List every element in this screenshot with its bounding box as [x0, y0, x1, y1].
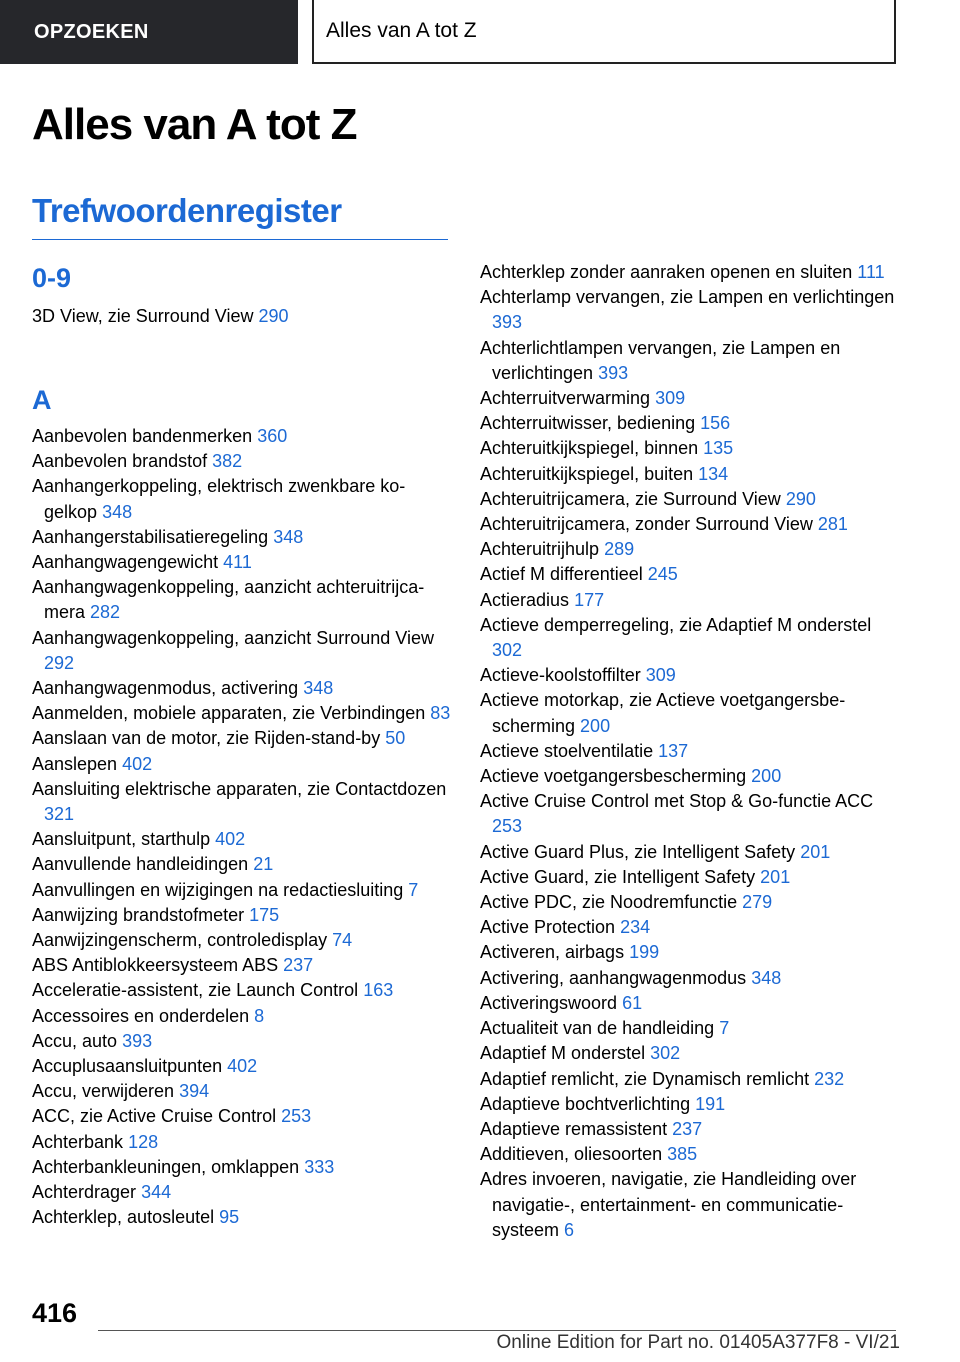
header-title: Alles van A tot Z	[312, 0, 896, 64]
index-page-link[interactable]: 61	[622, 992, 643, 1013]
index-entry-text: Achterklep, autosleutel	[32, 1207, 215, 1228]
index-page-link[interactable]: 281	[817, 514, 848, 535]
index-entry-text: Active Protection	[480, 917, 616, 938]
index-entry	[480, 890, 900, 915]
page-number: 416	[32, 1298, 78, 1328]
index-entry	[480, 739, 900, 764]
index-entry-text: Aansluitpunt, starthulp	[32, 829, 211, 850]
index-page-link[interactable]: 83	[430, 703, 451, 724]
index-entry-text: Aanvullingen en wijzigingen na redactiesluiting	[32, 879, 404, 900]
index-entry-text: Achterklep zonder aanraken openen en sluiten	[480, 262, 853, 282]
index-entry	[480, 789, 900, 839]
section-tab[interactable]: OPZOEKEN	[0, 0, 298, 64]
index-entry-text: 3D View, zie Surround View	[32, 306, 254, 326]
index-page-link[interactable]: 8	[254, 1005, 265, 1026]
index-entry-text: Achteruitrijcamera, zonder Surround View	[480, 514, 813, 535]
index-page-link[interactable]: 253	[492, 816, 523, 837]
index-entry	[480, 764, 900, 789]
index-entry	[32, 1155, 452, 1180]
index-entry	[32, 1205, 452, 1230]
index-entry-text: Active PDC, zie Noodremfunctie	[480, 892, 738, 913]
index-entry	[32, 953, 452, 978]
index-entry-text: Accu, auto	[32, 1030, 118, 1051]
index-entry	[32, 1004, 452, 1029]
index-entry-text: Acceleratie-assistent, zie Launch Control	[32, 980, 359, 1001]
index-entry-text: ABS Antiblokkeersysteem ABS	[32, 955, 279, 976]
index-entry	[32, 474, 452, 524]
index-entry	[32, 550, 452, 575]
index-entry-text: Aanbevolen bandenmerken	[32, 426, 253, 446]
index-page-link[interactable]: 344	[141, 1182, 172, 1203]
index-entry-text: Achteruitrijhulp	[480, 539, 600, 560]
index-entry-text: Adres invoeren, navigatie, zie Handleiding over navigatie-, entertainment- en communicatiesysteem	[480, 1169, 857, 1240]
index-entry	[32, 676, 452, 701]
index-page-link[interactable]: 321	[44, 804, 75, 825]
index-page-link[interactable]: 163	[363, 980, 394, 1001]
index-page-link[interactable]: 402	[215, 829, 246, 850]
index-entry	[480, 588, 900, 613]
index-page-link[interactable]: 199	[629, 942, 660, 963]
index-entry	[480, 562, 900, 587]
index-entry-text: Aanwijzing brandstofmeter	[32, 904, 245, 925]
index-entry	[480, 1041, 900, 1066]
index-entry-text: Actief M differentieel	[480, 564, 643, 585]
index-entry-text: Aanslepen	[32, 753, 118, 774]
index-entry	[32, 304, 452, 329]
index-entry-text: Adaptieve bochtverlichting	[480, 1093, 691, 1114]
index-entry-text: Actieve voetgangersbescherming	[480, 766, 747, 787]
index-page-link[interactable]: 402	[122, 753, 153, 774]
index-entry	[32, 878, 452, 903]
index-column-left	[32, 258, 452, 1231]
index-entry	[32, 928, 452, 953]
index-entry	[480, 537, 900, 562]
index-entry-text: Achterdrager	[32, 1182, 137, 1203]
index-page-link[interactable]: 21	[253, 854, 274, 875]
index-page-link[interactable]: 201	[800, 841, 831, 862]
index-entry	[480, 865, 900, 890]
index-entry-text: Aanvullende handleidingen	[32, 854, 249, 875]
index-entry-text: Aanwijzingenscherm, controledisplay	[32, 930, 328, 951]
index-page-link[interactable]: 279	[742, 892, 773, 913]
index-entry	[480, 1142, 900, 1167]
index-entry-text: Aansluiting elektrische apparaten, zie Contactdozen	[32, 778, 447, 799]
subtitle-divider	[32, 239, 448, 240]
index-page-link[interactable]: 95	[219, 1207, 240, 1228]
index-page-link[interactable]: 191	[695, 1093, 726, 1114]
index-entry	[32, 626, 452, 676]
index-entry-text: Aanhangerkoppeling, elektrisch zwenkbare kogelkop	[32, 476, 406, 522]
index-entry	[32, 525, 452, 550]
index-entry-text: Achterbank	[32, 1131, 124, 1152]
index-entry-text: Active Guard, zie Intelligent Safety	[480, 866, 756, 887]
index-entry-text: Achterlamp vervangen, zie Lampen en verlichtingen	[480, 287, 895, 308]
index-entry	[32, 852, 452, 877]
index-entry-text: Aanmelden, mobiele apparaten, zie Verbindingen	[32, 703, 426, 724]
index-page-link[interactable]: 135	[703, 438, 734, 459]
index-page-link[interactable]: 302	[492, 640, 523, 661]
page-subtitle: Trefwoordenregister	[32, 192, 342, 229]
index-entry	[32, 978, 452, 1003]
index-page-link[interactable]: 360	[257, 426, 288, 446]
index-entry-text: Active Guard Plus, zie Intelligent Safety	[480, 841, 796, 862]
index-page-link[interactable]: 282	[90, 602, 121, 623]
index-entry	[480, 1016, 900, 1041]
index-entry-text: Adaptief M onderstel	[480, 1043, 646, 1064]
index-entry-text: Actieve motorkap, zie Actieve voetgangersbescherming	[480, 690, 846, 736]
index-entry	[32, 1054, 452, 1079]
index-page-link[interactable]: 411	[223, 552, 252, 573]
index-entry-text: Actieve-koolstoffilter	[480, 665, 641, 686]
index-page-link[interactable]: 175	[249, 904, 280, 925]
index-page-link[interactable]: 7	[408, 879, 419, 900]
index-page-link[interactable]: 309	[645, 665, 676, 686]
index-page-link[interactable]: 393	[492, 312, 523, 333]
index-entry	[480, 285, 900, 335]
index-entry-text: Aanhangerstabilisatieregeling	[32, 526, 269, 547]
index-page-link[interactable]: 74	[332, 930, 353, 951]
index-entry	[32, 777, 452, 827]
index-entry-text: Aanbevolen brandstof	[32, 451, 208, 472]
section-heading: A	[32, 385, 52, 415]
index-page-link[interactable]: 393	[598, 362, 629, 383]
index-page-link[interactable]: 234	[620, 917, 651, 938]
index-page-link[interactable]: 232	[814, 1068, 845, 1089]
index-entry-text: Achterlichtlampen vervangen, zie Lampen en verlichtingen	[480, 337, 841, 383]
index-entry	[480, 512, 900, 537]
index-entry-text: Activeren, airbags	[480, 942, 625, 963]
index-entry-text: Additieven, oliesoorten	[480, 1144, 663, 1165]
index-entry	[32, 1130, 452, 1155]
index-page-link[interactable]: 394	[179, 1081, 210, 1102]
index-entry-text: Aanhangwagenkoppeling, aanzicht Surround View	[32, 627, 434, 648]
index-entry-text: Aanhangwagenmodus, activering	[32, 678, 299, 699]
index-entry	[32, 827, 452, 852]
index-entry	[480, 487, 900, 512]
index-entry-text: Accu, verwijderen	[32, 1081, 175, 1102]
index-page-link[interactable]: 385	[667, 1144, 698, 1165]
index-entry	[480, 663, 900, 688]
index-entry	[480, 336, 900, 386]
index-entry-text: Achteruitkijkspiegel, binnen	[480, 438, 699, 459]
index-entry	[480, 840, 900, 865]
index-entry-text: Actieve demperregeling, zie Adaptief M onderstel	[480, 614, 872, 635]
index-entry	[480, 991, 900, 1016]
index-page-link[interactable]: 302	[650, 1043, 681, 1064]
index-page-link[interactable]: 201	[760, 866, 791, 887]
index-page-link[interactable]: 111	[857, 262, 885, 282]
index-page-link[interactable]: 348	[751, 967, 782, 988]
index-entry-text: Actieradius	[480, 589, 570, 610]
index-entry	[480, 966, 900, 991]
index-entry-text: Adaptieve remassistent	[480, 1118, 668, 1139]
index-entry-text: Activeringswoord	[480, 992, 618, 1013]
index-page-link[interactable]: 348	[303, 678, 334, 699]
index-entry	[32, 903, 452, 928]
footer-divider	[98, 1330, 896, 1331]
index-page-link[interactable]: 137	[658, 740, 689, 761]
index-column-right	[480, 260, 900, 1243]
index-page-link[interactable]: 50	[385, 728, 406, 749]
index-entry-text: Achteruitrijcamera, zie Surround View	[480, 488, 781, 509]
index-entry-text: Active Cruise Control met Stop & Go-functie ACC	[480, 791, 874, 812]
index-entry-text: Accuplusaansluitpunten	[32, 1056, 223, 1077]
index-entry	[480, 386, 900, 411]
index-entry	[480, 462, 900, 487]
index-entry	[480, 1117, 900, 1142]
index-page-link[interactable]: 289	[604, 539, 635, 560]
index-entry-text: Accessoires en onderdelen	[32, 1005, 250, 1026]
index-entry	[32, 701, 452, 726]
index-entry	[480, 613, 900, 663]
index-page-link[interactable]: 128	[128, 1131, 159, 1152]
index-entry	[32, 752, 452, 777]
index-page-link[interactable]: 290	[258, 306, 289, 326]
index-entry-text: Achterbankleuningen, omklappen	[32, 1156, 300, 1177]
section-entries	[32, 304, 452, 364]
index-entry	[32, 449, 452, 474]
index-entry	[480, 940, 900, 965]
index-entry	[480, 1167, 900, 1243]
index-page-link[interactable]: 290	[785, 488, 816, 509]
index-entry-text: Achterruitwisser, bediening	[480, 413, 696, 434]
index-entry-text: Activering, aanhangwagenmodus	[480, 967, 747, 988]
index-entry	[32, 424, 452, 449]
index-page-link[interactable]: 348	[273, 526, 304, 547]
index-entry-text: Actieve stoelventilatie	[480, 740, 654, 761]
index-entry	[480, 260, 900, 285]
index-entry-text: Achteruitkijkspiegel, buiten	[480, 463, 694, 484]
index-page-link[interactable]: 200	[751, 766, 782, 787]
index-entry	[480, 1092, 900, 1117]
footer-edition: Online Edition for Part no. 01405A377F8 - VI/21	[496, 1332, 900, 1353]
index-page-link[interactable]: 292	[44, 652, 75, 673]
section-heading: 0-9	[32, 263, 72, 293]
index-entry	[480, 436, 900, 461]
index-page-link[interactable]: 134	[698, 463, 729, 484]
index-page-link[interactable]: 7	[719, 1018, 730, 1039]
index-page-link[interactable]: 382	[212, 451, 243, 472]
index-entry	[32, 1079, 452, 1104]
index-page-link[interactable]: 200	[580, 715, 611, 736]
index-page-link[interactable]: 393	[122, 1030, 153, 1051]
index-page-link[interactable]: 402	[227, 1056, 258, 1077]
index-entry	[32, 575, 452, 625]
index-page-link[interactable]: 253	[281, 1106, 312, 1127]
index-entry-text: Aanhangwagenkoppeling, aanzicht achteruitrijcamera	[32, 577, 425, 623]
index-page-link[interactable]: 245	[647, 564, 678, 585]
index-entry	[480, 688, 900, 738]
index-page-link[interactable]: 309	[655, 388, 686, 409]
index-entry	[480, 1067, 900, 1092]
index-page-link[interactable]: 348	[102, 501, 133, 522]
page-title: Alles van A tot Z	[32, 100, 357, 149]
index-page-link[interactable]: 237	[672, 1118, 703, 1139]
index-entry-text: Achterruitverwarming	[480, 388, 651, 409]
index-entry-text: Actualiteit van de handleiding	[480, 1018, 715, 1039]
index-entry	[32, 1104, 452, 1129]
section-entries	[32, 424, 452, 1231]
index-entry-text: Aanslaan van de motor, zie Rijden-stand-by	[32, 728, 381, 749]
index-page-link[interactable]: 177	[574, 589, 605, 610]
index-entry-text: Aanhangwagengewicht	[32, 552, 219, 573]
index-page-link[interactable]: 156	[700, 413, 731, 434]
index-page-link[interactable]: 237	[283, 955, 314, 976]
index-entry	[32, 1029, 452, 1054]
index-page-link[interactable]: 6	[564, 1219, 575, 1240]
index-entry	[480, 411, 900, 436]
index-entry-text: Adaptief remlicht, zie Dynamisch remlicht	[480, 1068, 810, 1089]
index-entry	[32, 726, 452, 751]
index-entry-text: ACC, zie Active Cruise Control	[32, 1106, 277, 1127]
index-entry	[480, 915, 900, 940]
index-page-link[interactable]: 333	[304, 1156, 335, 1177]
index-entry	[32, 1180, 452, 1205]
